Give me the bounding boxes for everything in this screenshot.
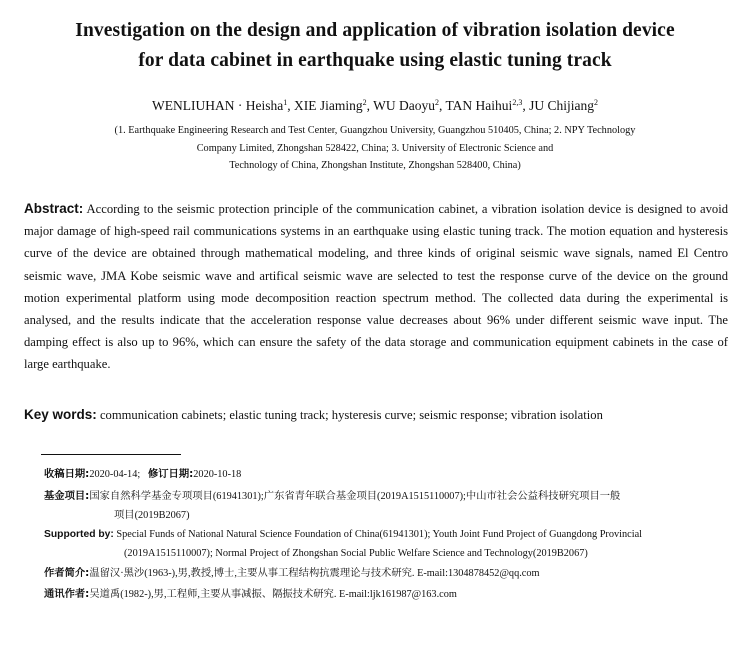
author-bio-label: 作者简介: <box>44 567 90 579</box>
revised-date: 2020-10-18 <box>193 469 242 480</box>
footnote-corresponding <box>44 585 734 605</box>
received-label: 收稿日期: <box>44 468 90 480</box>
revised-label: 修订日期: <box>147 468 194 480</box>
author-list: WENLIUHAN · Heisha$^1$, XIE Jiaming$^2$, WU Daoyu$^2$, TAN Haihui$^{2,3}$, JU Chijiang$^2$ <box>152 98 598 113</box>
footnote-author <box>44 564 734 584</box>
author-name: JU Chijiang <box>529 98 594 113</box>
supported-line-2: (2019A1515110007); Normal Project of Zhongshan Social Public Welfare Science and Technology(2019B2067) <box>124 547 588 559</box>
keywords-label: Key words: <box>24 407 97 422</box>
corresponding-text: 吴道禹(1982-),男,工程师,主要从事减振、隔振技术研究. E-mail:ljk161987@163.com <box>89 589 457 600</box>
supported-label: Supported by: <box>44 529 114 540</box>
keywords <box>24 404 728 426</box>
abstract-label: Abstract: <box>24 201 84 216</box>
author-affiliation-mark: 2 <box>593 98 598 107</box>
author-affiliation-mark: 2 <box>362 98 367 107</box>
abstract <box>24 198 728 376</box>
footnote-supported <box>44 526 734 563</box>
footnote-dates <box>44 465 734 485</box>
received-date: 2020-04-14; <box>89 469 141 480</box>
affiliations <box>70 122 680 175</box>
keywords-text: communication cabinets; elastic tuning track; hysteresis curve; seismic response; vibration isolation <box>99 408 603 422</box>
author-bio-text: 温留汉·黑沙(1963-),男,教授,博士,主要从事工程结构抗震理论与技术研究. E-mail:1304878452@qq.com <box>89 568 540 579</box>
supported-line-1: Special Funds of National Natural Science Foundation of China(61941301); Youth Joint Fund Project of Guangdong Provincial <box>116 529 643 540</box>
author-name: XIE Jiaming <box>294 98 363 113</box>
author-name: TAN Haihui <box>445 98 513 113</box>
author-affiliation-mark: 2,3 <box>512 98 523 107</box>
author-affiliation-mark: 2 <box>435 98 439 107</box>
corresponding-label: 通讯作者: <box>44 588 90 600</box>
footnote-fund <box>44 487 734 525</box>
author-name: WENLIUHAN · Heisha <box>152 98 284 113</box>
affiliation-line-1: (1. Earthquake Engineering Research and Test Center, Guangzhou University, Guangzhou 510405, China; 2. NPY Technology <box>114 125 636 136</box>
fund-label: 基金项目: <box>44 490 90 502</box>
affiliation-line-2: Company Limited, Zhongshan 528422, China; 3. University of Electronic Science and <box>196 142 554 154</box>
paper-title-line-2: for data cabinet in earthquake using elastic tuning track <box>138 50 612 71</box>
author-name: WU Daoyu <box>373 98 435 113</box>
abstract-text: According to the seismic protection principle of the communication cabinet, a vibration isolation device is designed to avoid major damage of high-speed rail communications systems in an earthquake using elastic tuning track. The motion equation and hysteresis curve of the device are obtained through mathematical modeling, and three kinds of original seismic wave signals, named El Centro seismic wave, JMA Kobe seismic wave and artifical seismic wave are selected to test the response curve of the device on the ground motion experimental platform using mode decomposition reaction spectrum method. The collected data during the experimental is analysed, and the results indicate that the acceleration response value decreases about 96% under different seismic wave input. The damping effect is also up to 96%, which can ensure the safety of the data storage and communication equipment cabinets in the case of large earthquake. <box>24 202 728 372</box>
fund-line-1: 国家自然科学基金专项项目(61941301);广东省青年联合基金项目(2019A1515110007);中山市社会公益科技研究项目一般 <box>89 491 621 502</box>
footnote-divider <box>41 454 181 455</box>
paper-title-line-1: Investigation on the design and application of vibration isolation device <box>75 20 675 41</box>
affiliation-line-3: Technology of China, Zhongshan Institute, Zhongshan 528400, China) <box>229 160 521 171</box>
author-affiliation-mark: 1 <box>283 98 288 107</box>
paper-title <box>20 16 730 76</box>
fund-line-2: 项目(2019B2067) <box>114 509 190 521</box>
